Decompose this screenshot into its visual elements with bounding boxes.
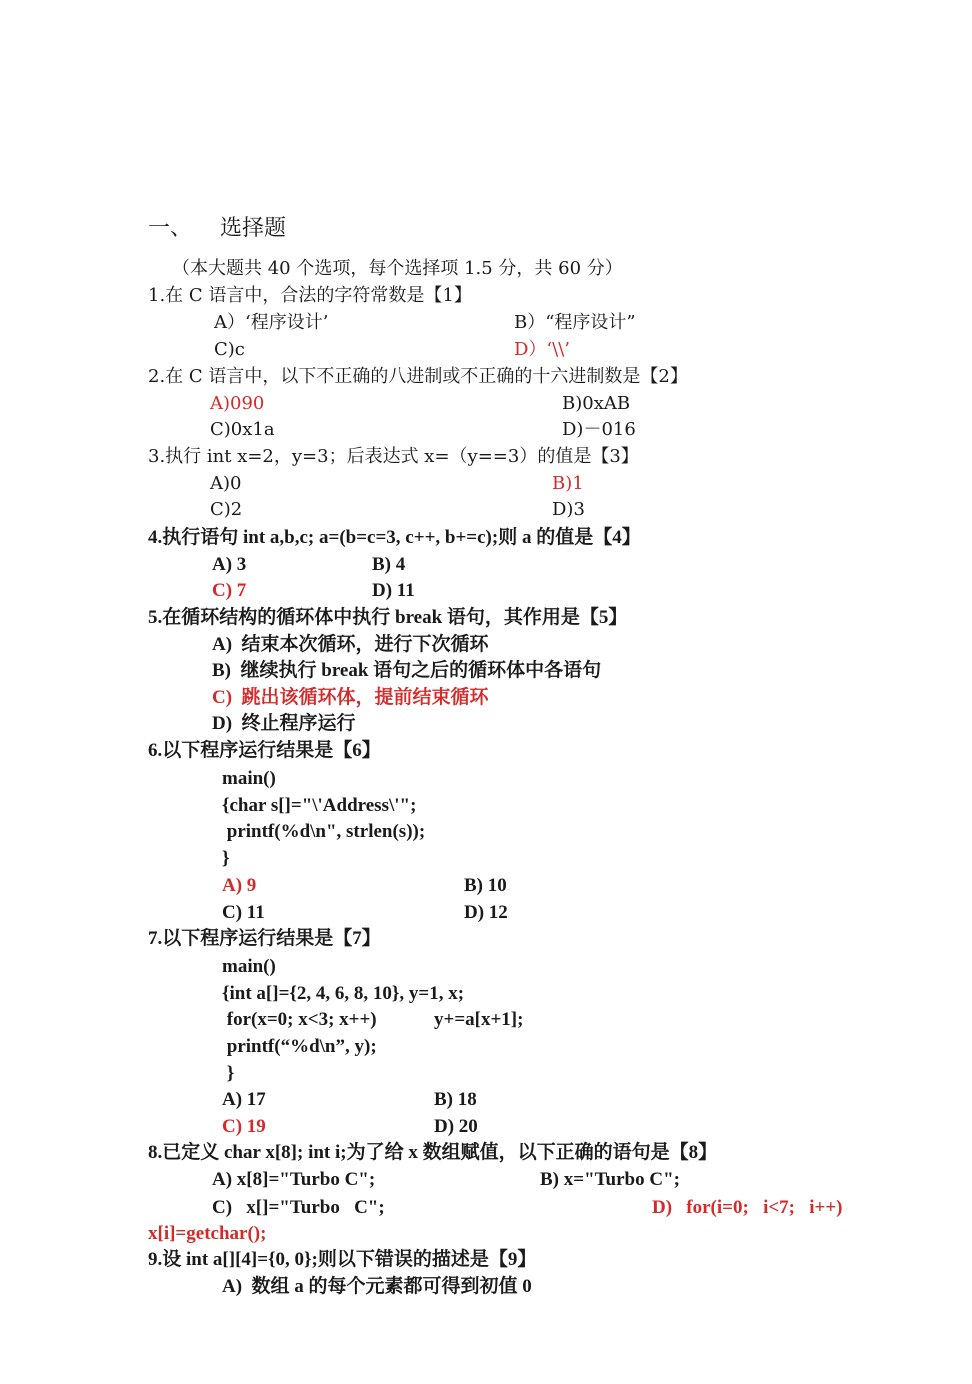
option-answer: C) 7: [212, 580, 247, 601]
option-answer: A)090: [210, 393, 265, 414]
code-line: for(x=0; x<3; x++): [222, 1009, 377, 1030]
option: D)－016: [562, 419, 636, 440]
question-stem: 8.已定义 char x[8]; int i;为了给 x 数组赋值，以下正确的语句是【8】: [148, 1142, 718, 1163]
code-line: main(): [222, 768, 276, 789]
question-stem: 5.在循环结构的循环体中执行 break 语句，其作用是【5】: [148, 607, 628, 628]
question-stem: 2.在 C 语言中，以下不正确的八进制或不正确的十六进制数是【2】: [148, 366, 688, 387]
code-line: printf(%d\n", strlen(s));: [222, 821, 426, 842]
question-stem: 6.以下程序运行结果是【6】: [148, 740, 381, 761]
option: D) 20: [434, 1116, 478, 1137]
option: D) 11: [372, 580, 415, 601]
section-note: （本大题共 40 个选项，每个选择项 1.5 分，共 60 分）: [172, 258, 623, 279]
code-line: printf(“%d\n”, y);: [222, 1036, 377, 1057]
option: C)c: [214, 339, 245, 360]
option-answer-continued: x[i]=getchar();: [148, 1223, 267, 1244]
option: A)0: [210, 473, 242, 494]
option: A）‘程序设计’: [214, 312, 329, 333]
option-answer: A) 9: [222, 875, 257, 896]
option: D) 终止程序运行: [212, 713, 356, 734]
option: B) 继续执行 break 语句之后的循环体中各语句: [212, 660, 602, 681]
option: C)0x1a: [210, 419, 275, 440]
code-line: main(): [222, 956, 276, 977]
question-stem: 4.执行语句 int a,b,c; a=(b=c=3, c++, b+=c);则 a 的值是【4】: [148, 527, 641, 548]
option-answer: C) 跳出该循环体，提前结束循环: [212, 687, 489, 708]
option: B) 4: [372, 554, 406, 575]
question-stem: 9.设 int a[][4]={0, 0};则以下错误的描述是【9】: [148, 1249, 537, 1270]
code-line: y+=a[x+1];: [434, 1009, 524, 1030]
option: A) 17: [222, 1089, 266, 1110]
option-answer: C) 19: [222, 1116, 266, 1137]
code-line: }: [222, 848, 230, 869]
code-line: {char s[]="\'Address\'";: [222, 795, 417, 816]
section-number: 一、: [148, 216, 193, 241]
option-answer: D) for(i=0; i<7; i++): [652, 1197, 843, 1218]
option: D) 12: [464, 902, 508, 923]
option: D)3: [552, 499, 585, 520]
option: A) 结束本次循环，进行下次循环: [212, 634, 489, 655]
option: C)2: [210, 499, 243, 520]
option: C) x[]="Turbo C";: [212, 1197, 385, 1218]
question-stem: 3.执行 int x=2，y=3；后表达式 x=（y==3）的值是【3】: [148, 446, 639, 467]
option: B）“程序设计”: [514, 312, 636, 333]
question-stem: 7.以下程序运行结果是【7】: [148, 928, 381, 949]
option: B) 10: [464, 875, 507, 896]
option: A) 3: [212, 554, 247, 575]
option: B) 18: [434, 1089, 477, 1110]
option-answer: D）‘\\’: [514, 339, 571, 360]
code-line: }: [222, 1063, 235, 1084]
option-answer: B)1: [552, 473, 584, 494]
option: A) x[8]="Turbo C";: [212, 1169, 376, 1190]
question-stem: 1.在 C 语言中，合法的字符常数是【1】: [148, 285, 472, 306]
option: B)0xAB: [562, 393, 631, 414]
option: A) 数组 a 的每个元素都可得到初值 0: [222, 1276, 532, 1297]
option: B) x="Turbo C";: [540, 1169, 680, 1190]
code-line: {int a[]={2, 4, 6, 8, 10}, y=1, x;: [222, 983, 465, 1004]
section-title: 选择题: [220, 216, 287, 241]
option: C) 11: [222, 902, 265, 923]
